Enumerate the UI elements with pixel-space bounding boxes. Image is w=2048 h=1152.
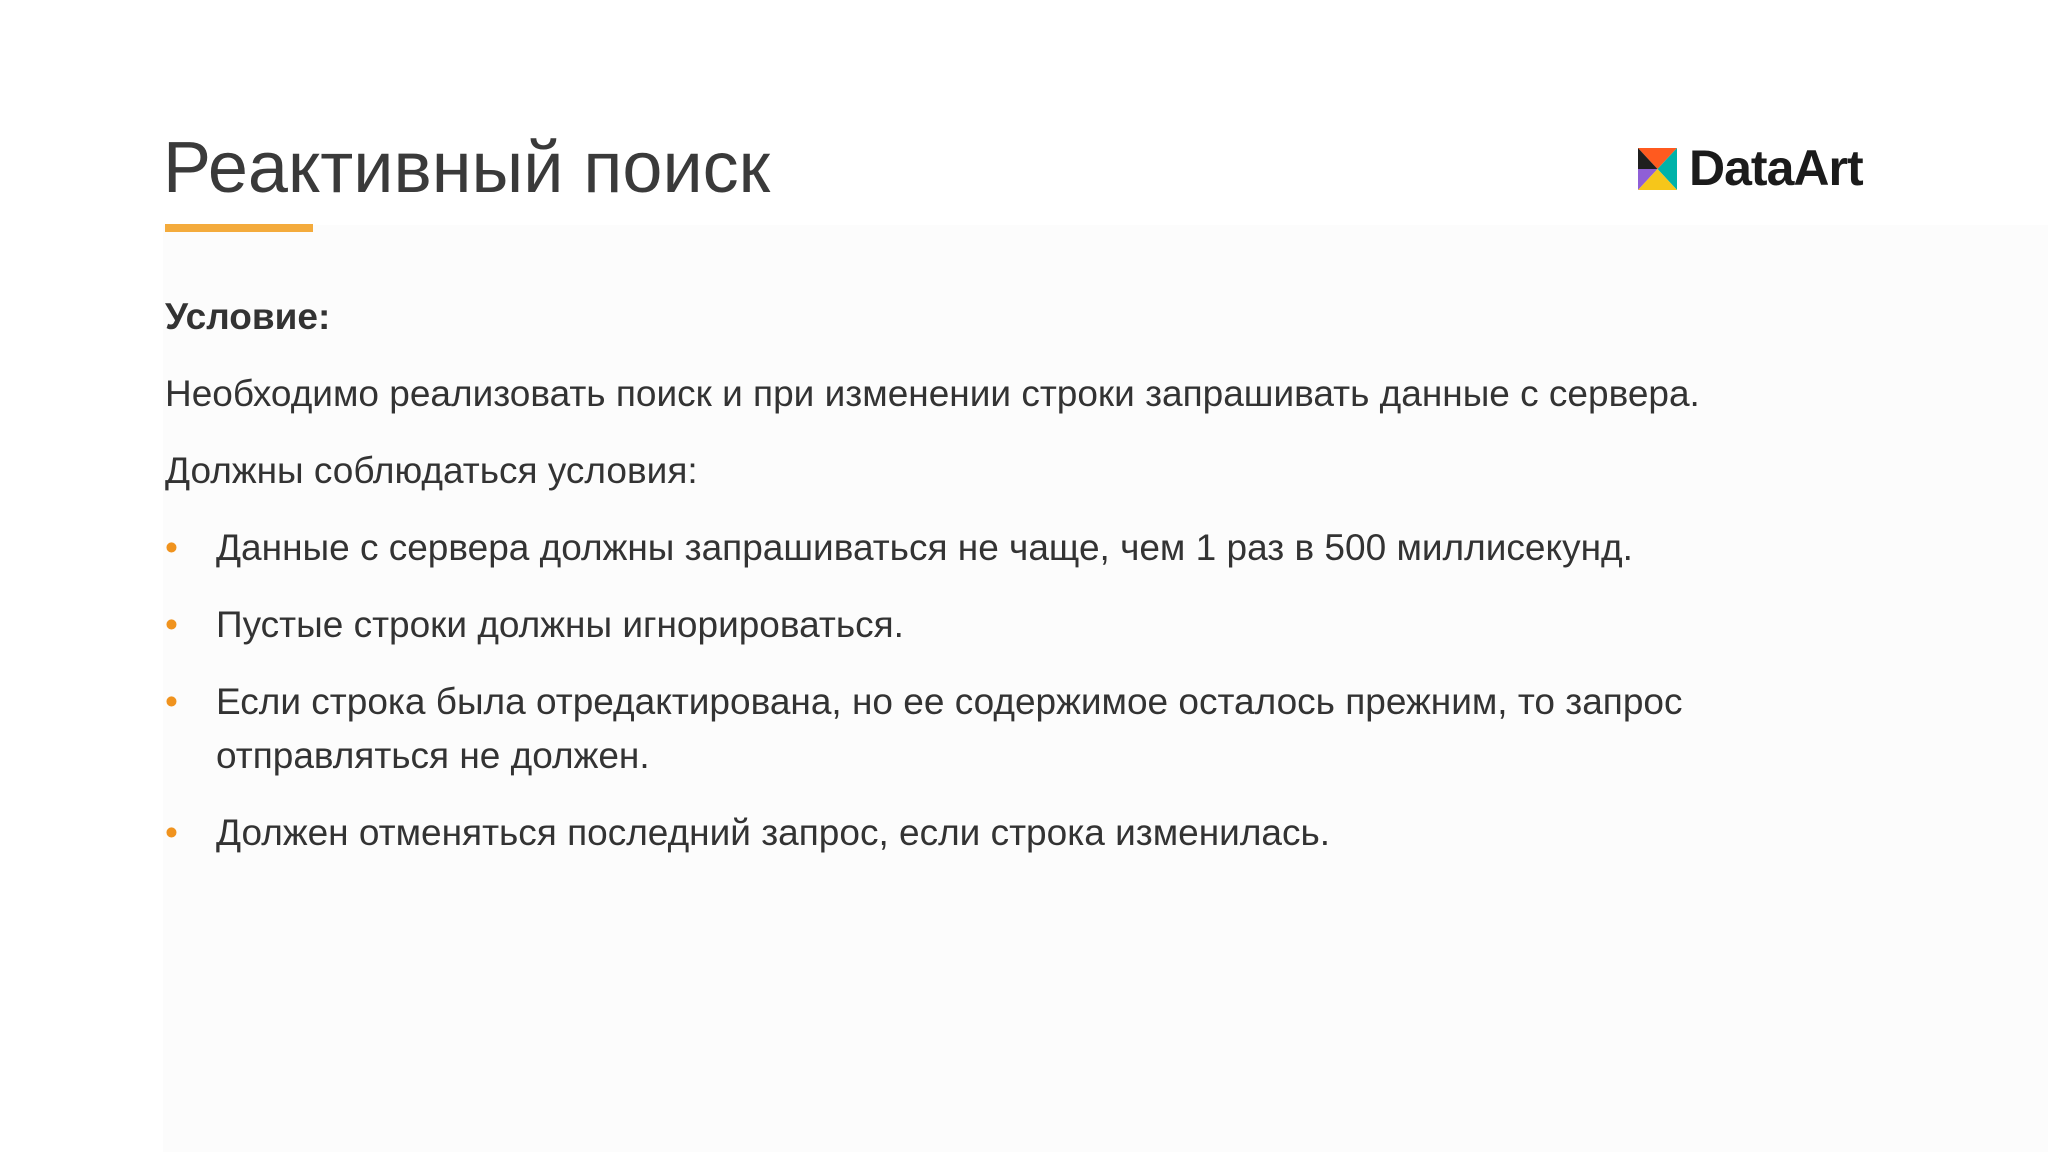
list-item [165, 598, 1885, 652]
condition-heading: Условие: [165, 296, 331, 337]
slide-body [165, 290, 1885, 883]
bullet-dot-icon: • [165, 812, 178, 853]
list-item-text: Должен отменяться последний запрос, если строка изменилась. [216, 812, 1331, 853]
bullet-dot-icon: • [165, 681, 178, 722]
list-item-text: Данные с сервера должны запрашиваться не чаще, чем 1 раз в 500 миллисекунд. [216, 527, 1633, 568]
title-underline [165, 224, 313, 232]
list-item [165, 675, 1885, 783]
dataart-logo [1638, 140, 1863, 196]
bullet-dot-icon: • [165, 604, 178, 645]
intro-text: Необходимо реализовать поиск и при изменении строки запрашивать данные с сервера. [165, 373, 1700, 414]
list-item [165, 806, 1885, 860]
bullet-dot-icon: • [165, 527, 178, 568]
logo-wordmark: DataArt [1689, 140, 1863, 196]
list-item-text: Если строка была отредактирована, но ее содержимое осталось прежним, то запрос отправляться не должен. [216, 681, 1683, 776]
slide-title: Реактивный поиск [163, 128, 771, 208]
list-item-text: Пустые строки должны игнорироваться. [216, 604, 904, 645]
dataart-logo-icon [1638, 148, 1677, 190]
requirements-list [165, 521, 1885, 860]
list-item [165, 521, 1885, 575]
requirements-lead: Должны соблюдаться условия: [165, 450, 698, 491]
